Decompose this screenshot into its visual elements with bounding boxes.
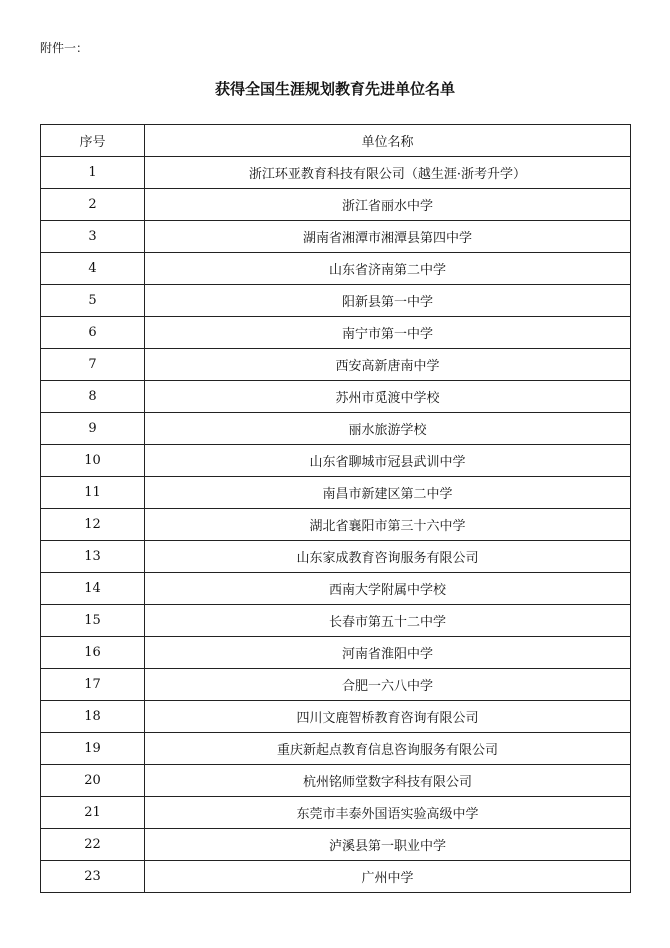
row-index-cell: 1 [41,157,145,189]
row-index-cell: 2 [41,189,145,221]
table-row [41,189,631,221]
document-title: 获得全国生涯规划教育先进单位名单 [214,80,455,98]
table-row [41,605,631,637]
unit-name-cell: 广州中学 [145,861,631,893]
unit-name-cell: 湖北省襄阳市第三十六中学 [145,509,631,541]
table-row [41,349,631,381]
table-row [41,285,631,317]
table-row [41,797,631,829]
table-row [41,381,631,413]
attachment-label: 附件一： [40,41,89,55]
table-row [41,253,631,285]
row-index-cell: 11 [41,477,145,509]
unit-name-cell: 长春市第五十二中学 [145,605,631,637]
row-index-cell: 13 [41,541,145,573]
unit-name-cell: 浙江省丽水中学 [145,189,631,221]
table-row [41,829,631,861]
table-row [41,413,631,445]
table-row [41,221,631,253]
table-header-row [41,125,631,157]
row-index-cell: 22 [41,829,145,861]
table-row [41,765,631,797]
row-index-cell: 23 [41,861,145,893]
unit-name-cell: 重庆新起点教育信息咨询服务有限公司 [145,733,631,765]
row-index-cell: 20 [41,765,145,797]
table-row [41,637,631,669]
unit-name-cell: 浙江环亚教育科技有限公司（越生涯·浙考升学） [145,157,631,189]
row-index-cell: 21 [41,797,145,829]
row-index-cell: 6 [41,317,145,349]
unit-name-cell: 合肥一六八中学 [145,669,631,701]
column-header-index: 序号 [41,125,145,157]
unit-name-cell: 苏州市觅渡中学校 [145,381,631,413]
table-row [41,669,631,701]
unit-name-cell: 南宁市第一中学 [145,317,631,349]
table-row [41,573,631,605]
row-index-cell: 5 [41,285,145,317]
row-index-cell: 10 [41,445,145,477]
row-index-cell: 4 [41,253,145,285]
unit-name-cell: 四川文鹿智桥教育咨询有限公司 [145,701,631,733]
unit-name-cell: 湖南省湘潭市湘潭县第四中学 [145,221,631,253]
row-index-cell: 14 [41,573,145,605]
row-index-cell: 9 [41,413,145,445]
row-index-cell: 8 [41,381,145,413]
row-index-cell: 17 [41,669,145,701]
row-index-cell: 16 [41,637,145,669]
unit-name-cell: 南昌市新建区第二中学 [145,477,631,509]
row-index-cell: 15 [41,605,145,637]
row-index-cell: 12 [41,509,145,541]
table-row [41,509,631,541]
row-index-cell: 7 [41,349,145,381]
row-index-cell: 3 [41,221,145,253]
unit-name-cell: 西安高新唐南中学 [145,349,631,381]
table-row [41,317,631,349]
unit-name-cell: 阳新县第一中学 [145,285,631,317]
row-index-cell: 18 [41,701,145,733]
unit-name-cell: 泸溪县第一职业中学 [145,829,631,861]
unit-name-cell: 山东省聊城市冠县武训中学 [145,445,631,477]
table-row [41,157,631,189]
unit-name-cell: 西南大学附属中学校 [145,573,631,605]
unit-name-cell: 丽水旅游学校 [145,413,631,445]
unit-name-cell: 山东省济南第二中学 [145,253,631,285]
row-index-cell: 19 [41,733,145,765]
table-row [41,701,631,733]
unit-name-cell: 山东家成教育咨询服务有限公司 [145,541,631,573]
column-header-name: 单位名称 [145,125,631,157]
unit-list-table [40,124,631,893]
unit-name-cell: 东莞市丰泰外国语实验高级中学 [145,797,631,829]
table-row [41,541,631,573]
table-body [41,157,631,893]
unit-name-cell: 杭州铭师堂数字科技有限公司 [145,765,631,797]
table-row [41,445,631,477]
table-row [41,733,631,765]
table-row [41,861,631,893]
table-row [41,477,631,509]
unit-name-cell: 河南省淮阳中学 [145,637,631,669]
